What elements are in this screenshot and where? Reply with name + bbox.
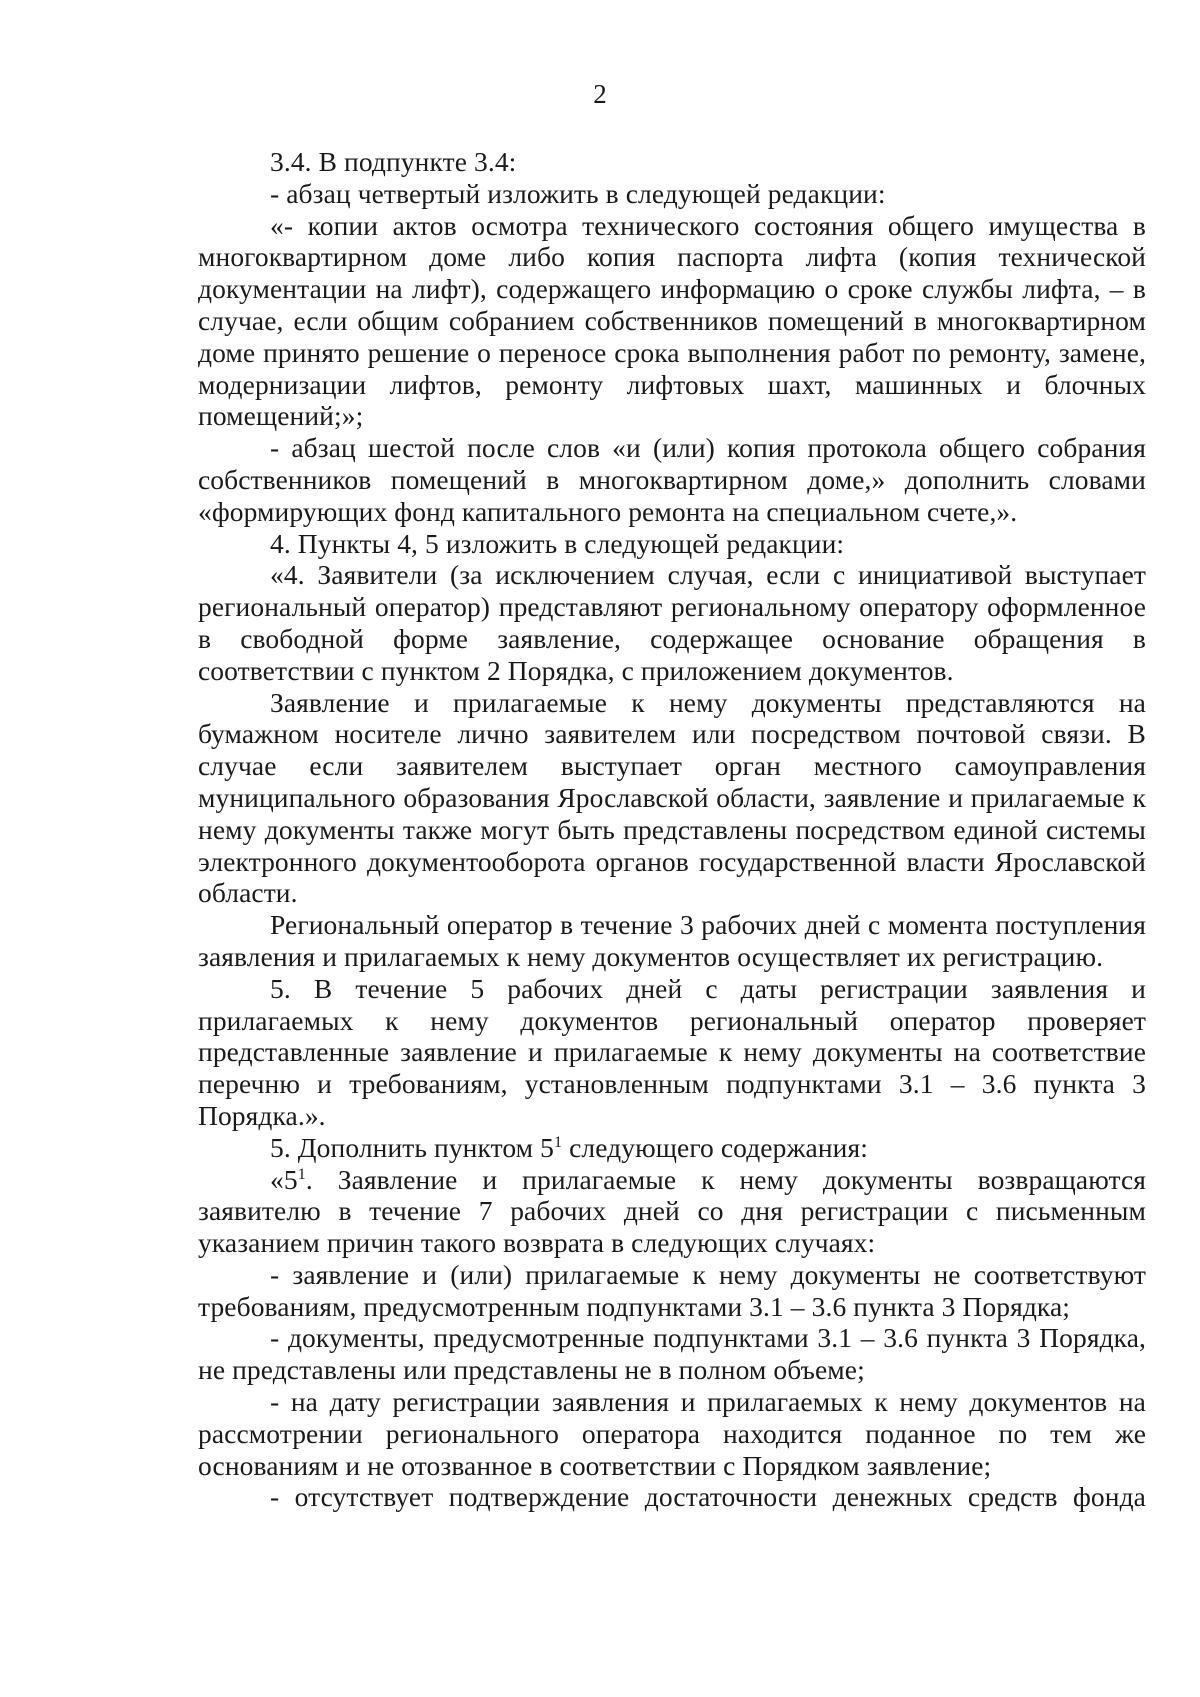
- paragraph: - отсутствует подтверждение достаточности денежных средств фонда: [270, 1481, 1146, 1513]
- paragraph: [198, 1164, 1146, 1259]
- superscript: 1: [297, 1165, 306, 1183]
- paragraph: - абзац четвертый изложить в следующей редакции:: [270, 177, 886, 209]
- document-body: [198, 146, 1146, 1513]
- paragraph: 4. Пункты 4, 5 изложить в следующей редакции:: [270, 527, 845, 559]
- paragraph: - на дату регистрации заявления и прилагаемых к нему документов на рассмотрении регионального оператора находится поданное по тем же основаниям и не отозванное в соответствии с Порядком заявление;: [198, 1386, 1146, 1481]
- paragraph: 5. В течение 5 рабочих дней с даты регистрации заявления и прилагаемых к нему документов региональный оператор проверяет представленные заявление и прилагаемые к нему документы на соответствие перечню и требованиям, установленным подпунктами 3.1 – 3.6 пункта 3 Порядка.».: [198, 972, 1146, 1131]
- paragraph: 3.4. В подпункте 3.4:: [270, 146, 517, 177]
- paragraph-text: «5: [270, 1163, 298, 1195]
- paragraph: - абзац шестой после слов «и (или) копия протокола общего собрания собственников помещений в многоквартирном доме,» дополнить словами «формирующих фонд капитального ремонта на специальном счете,».: [198, 432, 1146, 527]
- paragraph: - документы, предусмотренные подпунктами 3.1 – 3.6 пункта 3 Порядка, не представлены или представлены не в полном объеме;: [198, 1322, 1146, 1386]
- paragraph-text: заявителю в течение 7 рабочих дней со дня регистрации с письменным указанием причин такого возврата в следующих случаях:: [198, 1195, 1146, 1259]
- paragraph-text: 5. Дополнить пунктом 5: [270, 1131, 554, 1163]
- paragraph-text: следующего содержания:: [562, 1131, 868, 1163]
- paragraph: [198, 1132, 1146, 1164]
- paragraph: «- копии актов осмотра технического состояния общего имущества в многоквартирном доме либо копия паспорта лифта (копия технической документации на лифт), содержащего информацию о сроке службы лифта, – в случае, если общим собранием собственников помещений в многоквартирном доме принято решение о переносе срока выполнения работ по ремонту, замене, модернизации лифтов, ремонту лифтовых шахт, машинных и блочных помещений;»;: [198, 209, 1146, 432]
- paragraph: - заявление и (или) прилагаемые к нему документы не соответствуют требованиям, предусмотренным подпунктами 3.1 – 3.6 пункта 3 Порядка;: [198, 1258, 1146, 1322]
- paragraph: Региональный оператор в течение 3 рабочих дней с момента поступления заявления и прилагаемых к нему документов осуществляет их регистрацию.: [198, 909, 1146, 972]
- superscript: 1: [554, 1133, 563, 1151]
- paragraph-text: . Заявление и прилагаемые к нему документы возвращаются: [305, 1163, 1146, 1195]
- page-number: 2: [593, 79, 607, 109]
- paragraph: «4. Заявители (за исключением случая, если с инициативой выступает региональный оператор) представляют региональному оператору оформленное в свободной форме заявление, содержащее основание обращения в соответствии с пунктом 2 Порядка, с приложением документов.: [198, 559, 1146, 686]
- paragraph: Заявление и прилагаемые к нему документы представляются на бумажном носителе лично заявителем или посредством почтовой связи. В случае если заявителем выступает орган местного самоуправления муниципального образования Ярославской области, заявление и прилагаемые к нему документы также могут быть представлены посредством единой системы электронного документооборота органов государственной власти Ярославской области.: [198, 686, 1146, 909]
